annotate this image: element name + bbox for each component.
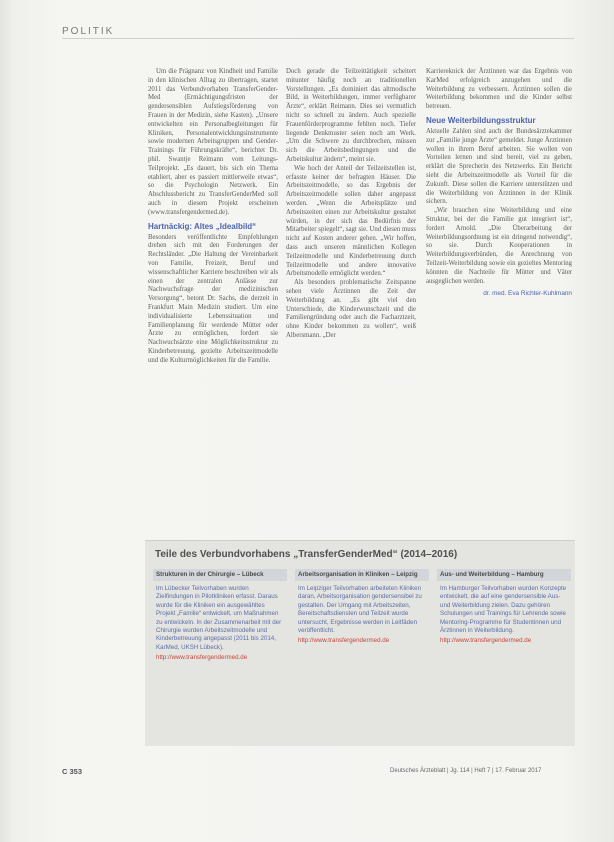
info-box-heading: Arbeitsorganisation in Kliniken – Leipzig: [295, 569, 429, 581]
paragraph: Besonders veröffentlichte Empfehlungen drehen sich mit den Forderungen der Rechtsländer. „Die Haltung der Vereinbarkeit von Familie, Freizeit, Beruf und wissenschaftlicher Karriere beschreiben wir als einen der zentralen Anlässe zur Nachwuchsfrage der medizinischen Versorgung“, betont Dr. Sachs, die derzeit in Frankfurt Main Medizin studiert. Um eine individualisierte Lebenssituation und Familienplanung für werdende Mütter oder Ärzte zu ermöglichen, fordert sie Nachwuchsärzte eine Möglichkeitsstruktur zu Kinderbetreuung, gezielte Arbeitszeitmodelle und die Kulturmöglichkeiten für die Familie.: [148, 233, 278, 364]
paragraph: Doch gerade die Teilzeittätigkeit scheitert mitunter häufig noch an traditionellen Vorstellungen. „Es dominiert das altmodische Bild, in Weiterbildungen, immer verfügbarer Ärzte“, erklärt Reimann. Dies sei vermutlich nicht so schnell zu ändern. Auch spezielle Frauenförderprogramme fehlten noch. Tiefer liegende Denkmuster seien noch am Werk. „Um die Schwere zu durchbrechen, müssen sich die Arbeitsbedingungen und die Arbeitskultur ändern“, meint sie.: [286, 68, 416, 163]
section-divider: [62, 38, 574, 39]
paragraph: Aktuelle Zahlen sind auch der Bundesärztekammer zur „Familie junge Ärzte“ gemeldet. Junge Ärztinnen wollen in ihrem Beruf arbeiten. Sie wollen von Vorteilen lernen und sind bereit, viel zu geben, erklärt die Sprecherin des Netzwerks. Ein Bericht sieht die Arbeitszeitmodelle als Vorteil für die Zukunft. Diese sollen die Karriere unterstützen und die Weiterbildung von Ärztinnen in der Klinik sichern.: [426, 127, 572, 206]
section-label: POLITIK: [62, 26, 115, 37]
info-box-column-hamburg: [437, 569, 571, 646]
paragraph: „Wir brauchen eine Weiterbildung und eine Struktur, bei der die Familie gut integriert ist“, fordert Arnold. „Die Überarbeitung der Weiterbildungsordnung ist ein dringend notwendig“, so sie. Durch Kooperationen in Weiterbildungsverbünden, die Anrechnung von Teilzeit-Weiterbildung sowie ein gezieltes Mentoring könnten die Nachteile für Mütter und Väter ausgeglichen werden.: [426, 207, 572, 285]
info-box-heading: Strukturen in der Chirurgie – Lübeck: [153, 569, 287, 581]
paragraph: Als besonders problematische Zeitspanne sehen viele Ärztinnen die Zeit der Weiterbildung an. „Es gibt viel den Unterschiede, die Kinderwunschzeit und die Familiengründung oder auch die Facharztzeit, ohne Kinder bekommen zu wollen“, weiß Albersmann. „Der: [286, 279, 416, 339]
author-name: dr. med. Eva Richter-Kuhlmann: [483, 290, 572, 298]
paragraph: Um die Prägnanz von Kindheit und Familie in den klinischen Alltag zu übertragen, startet 2011 das Verbundvorhaben TransferGender-Med (Ermächtigungsfristen der gendersensiblen Aufstiegsförderung von Frauen in der Medizin, siehe Kasten). „Unsere entwickelten ein Personalbegleitungen für Kliniken, Personalentwicklungsinstrumente sowie modernen Arbeitsgruppen und Gender-Trainings für Führungskräfte“, berichtet Dr. phil. Swantje Reimann vom Leitungs-Teilprojekt. „Es dauert, bis sich ein Thema etabliert, aber es passiert mittlerweile etwas“, so die Psychologin Netzwerk. Ein Abschlussbericht zu TransferGenderMed soll auch in diesem Projekt erscheinen (www.transfergendermed.de).: [148, 68, 278, 216]
paragraph: Karriereknick der Ärztinnen war das Ergebnis von KarMed erfolgreich anzugehen und die Weiterbildung zu verbessern. Ärztinnen sollen die Weiterbildung bekommen und die Kinder selbst betreuen.: [426, 68, 572, 111]
article-column-3: [426, 68, 572, 299]
info-box-text: Im Lübecker Teilvorhaben wurden Zielfindungen in Pilotkliniken erfasst. Daraus wurde für die Kliniken ein ausgewähltes Projekt „Familie“ entwickelt, um Maßnahmen zu entwickeln. In der Zusammenarbeit mit der Chirurgie wurden Arbeitszeitmodelle und Kinderbetreuung angepasst (2011 bis 2014, KarMed, UKSH Lübeck).: [156, 585, 282, 651]
article-column-1: [148, 68, 278, 366]
subheading: Neue Weiterbildungsstruktur: [426, 115, 536, 125]
publication-info: Deutsches Ärzteblatt | Jg. 114 | Heft 7 | 17. Februar 2017: [390, 768, 542, 774]
info-box-title: Teile des Verbundvorhabens „TransferGenderMed“ (2014–2016): [155, 549, 458, 560]
info-box-heading: Aus- und Weiterbildung – Hamburg: [437, 569, 571, 581]
info-box-column-leipzig: [295, 569, 429, 646]
page-number: C 353: [62, 767, 83, 776]
info-box-text: Im Hamburger Teilvorhaben wurden Konzepte entwickelt, die auf eine gendersensible Aus- und Weiterbildung zielen. Dazu gehören Schulungen und Trainings für Lehrende sowie Mentoring-Programme für Studentinnen und Ärztinnen in Weiterbildung.: [440, 585, 567, 635]
author-credit: [426, 290, 572, 299]
subheading: Hartnäckig: Altes „Idealbild“: [148, 221, 257, 231]
info-box-column-luebeck: [153, 569, 287, 663]
info-box: [145, 540, 575, 746]
article-column-2: [286, 68, 416, 341]
info-box-link[interactable]: http://www.transfergendermed.de: [298, 637, 390, 645]
info-box-link[interactable]: http://www.transfergendermed.de: [440, 637, 532, 645]
info-box-link[interactable]: http://www.transfergendermed.de: [156, 654, 248, 662]
paragraph: Wie hoch der Anteil der Teilzeitstellen ist, erfasste keiner der befragten Häuser. Die Arbeitszeitmodelle, so das Ergebnis der Arbeitszeitmodelle sollen daher angepasst werden. „Wenn die Arbeitsplätze und Arbeitszeiten einen zur Arbeitskultur gestaltet würden, in der sich das Bedürfnis der Mitarbeiter spiegelt“, sagt sie. Und diesen muss nicht auf Kosten anderer gehen. „Wir hoffen, dass auch unseren männlichen Kollegen Teilzeitmodelle und Kinderbetreuung durch Teilzeitmodelle und andere innovative Arbeitsmodelle ermöglicht werden.“: [286, 164, 416, 278]
info-box-text: Im Leipziger Teilvorhaben arbeiteten Kliniken daran, Arbeitsorganisation gendersensibel zu gestalten. Der Umgang mit Arbeitszeiten, Bereitschaftsdiensten und Teilzeit wurde untersucht, Ergebnisse werden in Leitfäden veröffentlicht.: [298, 585, 422, 635]
